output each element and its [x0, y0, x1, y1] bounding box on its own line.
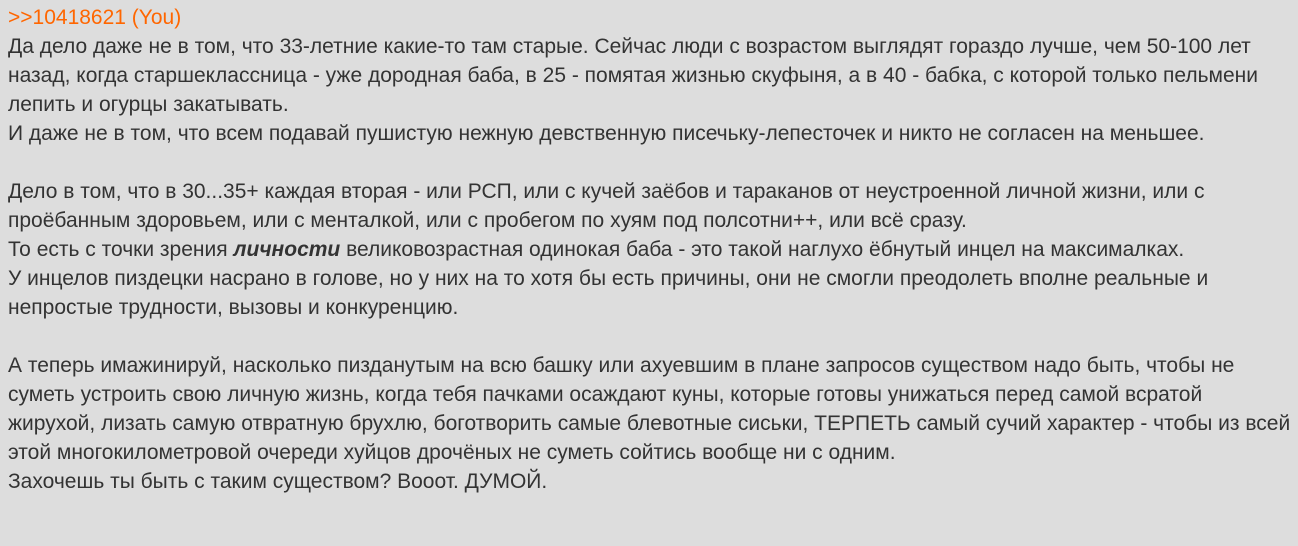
post-text-line: У инцелов пиздецки насрано в голове, но у них на то хотя бы есть причины, они не смогли преодолеть вполне реальные и непростые трудности, вызовы и конкуренцию. [8, 267, 1209, 319]
post-text-line: Дело в том, что в 30...35+ каждая вторая - или РСП, или с кучей заёбов и тараканов от неустроенной личной жизни, или с проёбанным здоровьем, или с менталкой, или с пробегом по хуям под полсотни++, или всё сразу. [8, 180, 1205, 232]
post-text-line: Да дело даже не в том, что 33-летние какие-то там старые. Сейчас люди с возрастом выглядят гораздо лучше, чем 50-100 лет назад, когда старшеклассница - уже дородная баба, в 25 - помятая жизнью скуфыня, а в 40 - бабка, с которой только пельмени лепить и огурцы закатывать. [8, 35, 1258, 116]
post-text-line: И даже не в том, что всем подавай пушистую нежную девственную писечьку-лепесточек и никто не согласен на меньшее. [8, 122, 1205, 145]
post-text-line: Захочешь ты быть с таким существом? Вооот. ДУМОЙ. [8, 470, 548, 493]
paragraph-spacer [8, 322, 1292, 351]
post-text-line [8, 235, 1292, 264]
post-text-line: А теперь имажинируй, насколько пизданутым на всю башку или ахуевшим в плане запросов существом надо быть, чтобы не суметь устроить свою личную жизнь, когда тебя пачками осаждают куны, которые готовы унижаться перед самой всратой жирухой, лизать самую отвратную брухлю, боготворить самые блевотные сиськи, ТЕРПЕТЬ самый сучий характер - чтобы из всей этой многокилометровой очереди хуйцов дрочёных не суметь сойтись вообще ни с одним. [8, 354, 1291, 464]
post-text-segment: великовозрастная одинокая баба - это такой наглухо ёбнутый инцел на максималках. [340, 238, 1185, 261]
paragraph-spacer [8, 148, 1292, 177]
post-text-segment: То есть с точки зрения [8, 238, 234, 261]
reply-link[interactable]: >>10418621 (You) [8, 6, 182, 29]
post-text-emphasis: личности [233, 238, 341, 261]
reply-link-line [8, 3, 1292, 32]
